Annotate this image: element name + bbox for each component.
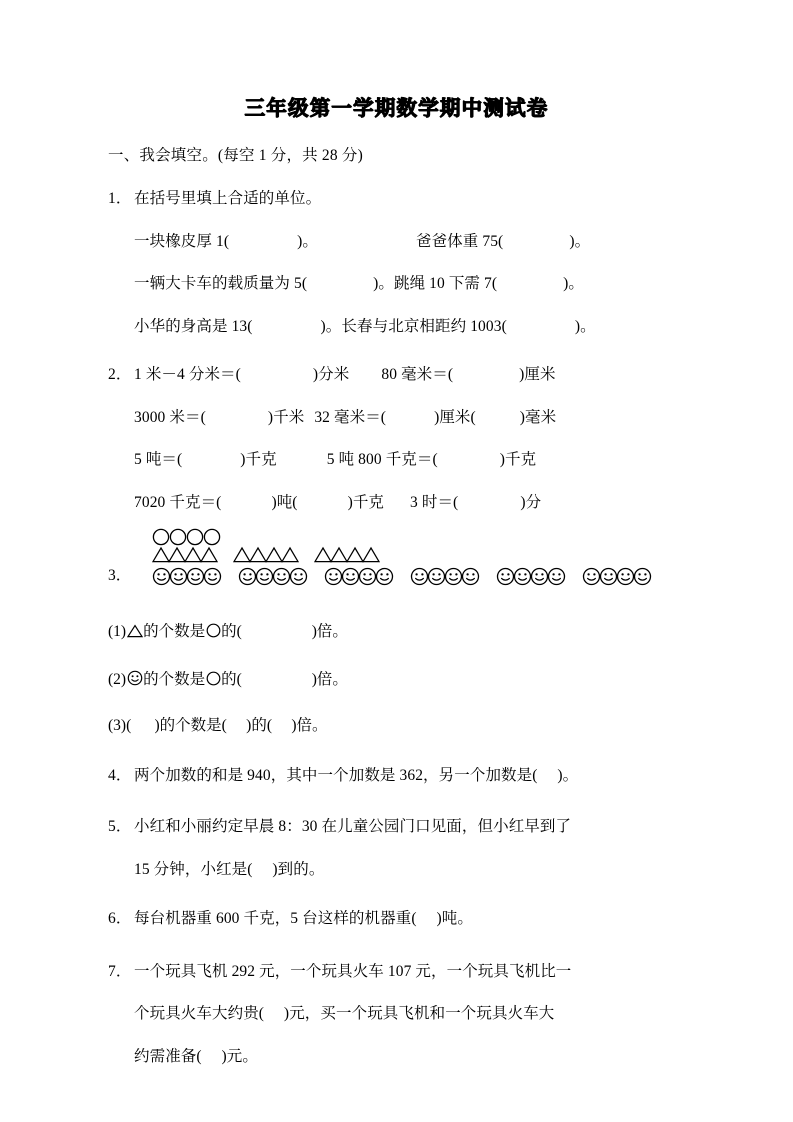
q2-r1b-text: 80 毫米＝(: [381, 366, 454, 383]
question-1-row-1: [108, 234, 793, 250]
q2-r2b-text: 32 毫米＝(: [314, 408, 387, 426]
question-4: [0, 734, 793, 784]
question-7-text-line-2[interactable]: 个玩具火车大约贵( )元，买一个玩具飞机和一个玩具火车大: [134, 1005, 555, 1022]
triangle-shape-icon: [281, 546, 299, 563]
smiley-face-icon: [633, 567, 652, 586]
smiley-face-icon: [461, 567, 480, 586]
question-4-text[interactable]: 两个加数的和是 940，其中一个加数是 362，另一个加数是( )。: [134, 766, 579, 784]
q2-r4a-mid: )吨(: [271, 493, 298, 511]
question-2-row-4: [108, 495, 793, 511]
question-1-line-3: [0, 292, 793, 335]
q3-sub1-after: 的(: [221, 623, 242, 640]
q2-r2a-text: 3000 米＝(: [134, 408, 206, 426]
smiley-face-icon: [127, 670, 143, 686]
q2-r1a-text: 1 米－4 分米＝(: [134, 366, 241, 383]
q1-father-text: 爸爸体重 75(: [415, 232, 504, 250]
question-2-row-2: [108, 410, 793, 426]
q1-truck-tail: )。: [373, 275, 394, 292]
smiley-group: [238, 567, 308, 586]
question-1-line-1: [0, 207, 793, 250]
q2-r2b-tail: )毫米: [519, 408, 557, 426]
triangle-shape-icon: [127, 624, 143, 638]
smiley-face-icon: [203, 567, 222, 586]
q1-distance-text: 长春与北京相距约 1003(: [341, 317, 507, 335]
question-4-number: 4．: [108, 766, 132, 784]
triangle-group: [233, 546, 299, 563]
question-3-number: 3．: [108, 567, 132, 584]
smiley-group: [152, 567, 222, 586]
smiley-group: [324, 567, 394, 586]
q2-r4a-tail: )千克: [347, 493, 385, 511]
question-2-line-2: [0, 383, 793, 426]
smiley-group: [410, 567, 480, 586]
question-7-line-1: [0, 927, 793, 980]
question-7-text-line-3[interactable]: 约需准备( )元。: [134, 1047, 258, 1065]
question-1: [0, 163, 793, 207]
q1-eraser-text: 一块橡皮厚 1(: [134, 232, 230, 250]
question-7-number: 7．: [108, 962, 132, 980]
question-2-line-1: [0, 334, 793, 383]
q1-rope-tail: )。: [563, 275, 584, 292]
q3-sub1-tail: )倍。: [311, 623, 348, 640]
question-5-row-2: [108, 862, 793, 878]
q2-r2a-tail: )千米: [267, 408, 305, 426]
q2-r3a-tail: )千克: [240, 451, 277, 468]
question-3-sub-1: [0, 596, 793, 640]
smiley-group: [496, 567, 566, 586]
question-6-number: 6．: [108, 910, 132, 927]
q2-r2b-mid: )厘米(: [434, 408, 476, 426]
q1-truck-text: 一辆大卡车的载质量为 5(: [134, 275, 308, 292]
page-title: 三年级第一学期数学期中测试卷: [244, 96, 549, 120]
q3-sub2-label: (2): [108, 670, 127, 688]
triangle-group: [314, 546, 380, 563]
question-1-row-3: [108, 319, 793, 335]
question-5-number: 5．: [108, 818, 132, 835]
q3-sub1-label: (1): [108, 623, 127, 640]
circle-shape-icon: [152, 528, 170, 546]
q2-r3b-tail: )千克: [499, 451, 537, 468]
circle-shape-icon: [186, 528, 204, 546]
question-6-row: [108, 911, 793, 927]
circle-shape-icon: [203, 528, 221, 546]
question-1-prompt-line: [108, 191, 793, 207]
question-7-text-line-1: 一个玩具飞机 292 元，一个玩具火车 107 元，一个玩具飞机比一: [134, 962, 572, 980]
question-7-line-2: [0, 979, 793, 1022]
question-3-sub-2: [0, 640, 793, 688]
q1-eraser-tail: )。: [297, 232, 318, 250]
question-1-number: 1．: [108, 190, 132, 207]
question-7-line-3: [0, 1022, 793, 1065]
question-5-text-line-1: 小红和小丽约定早晨 8：30 在儿童公园门口见面，但小红早到了: [134, 818, 572, 835]
q3-sub2-after: 的(: [221, 670, 242, 688]
q2-r3b-text: 5 吨 800 千克＝(: [326, 451, 438, 468]
question-4-row: [108, 768, 793, 784]
smiley-group: [582, 567, 652, 586]
question-7-row-2: [108, 1006, 793, 1022]
question-2-line-4: [0, 468, 793, 511]
question-3-sub-3[interactable]: (3)( )的个数是( )的( )倍。: [108, 717, 328, 734]
q3-sub2-tail: )倍。: [311, 670, 348, 688]
question-2-row-1: [108, 367, 793, 383]
section-heading-fill-in-blanks: 一、我会填空。(每空 1 分，共 28 分): [108, 146, 363, 164]
q1-height-tail: )。: [320, 317, 342, 335]
question-5-row-1: [108, 819, 793, 835]
circle-group: [152, 528, 221, 546]
question-3-figure: [0, 510, 793, 596]
question-6-text[interactable]: 每台机器重 600 千克，5 台这样的机器重( )吨。: [134, 910, 473, 927]
circle-shape-icon: [206, 671, 221, 686]
question-1-prompt: 在括号里填上合适的单位。: [134, 190, 322, 207]
q2-r4a-text: 7020 千克＝(: [134, 493, 222, 511]
question-5-line-2: [0, 835, 793, 878]
question-1-line-2: [0, 249, 793, 292]
q1-distance-tail: )。: [574, 317, 596, 335]
q3-sub2-mid: 的个数是: [143, 670, 206, 688]
smiley-face-icon: [375, 567, 394, 586]
question-5-text-line-2[interactable]: 15 分钟，小红是( )到的。: [134, 860, 325, 878]
q2-r4b-tail: )分: [520, 493, 542, 511]
question-2-line-3: [0, 425, 793, 468]
figure-triangle-row: [152, 546, 380, 563]
question-5-line-1: [0, 783, 793, 835]
triangle-shape-icon: [362, 546, 380, 563]
q2-r3a-text: 5 吨＝(: [134, 451, 183, 468]
smiley-face-icon: [289, 567, 308, 586]
question-2-number: 2．: [108, 366, 132, 383]
q2-r1b-tail: )厘米: [519, 366, 556, 383]
q1-rope-text: 跳绳 10 下需 7(: [393, 275, 498, 292]
question-2-row-3: [108, 452, 793, 468]
figure-smiley-row: [152, 567, 652, 586]
q2-r1a-tail: )分米: [312, 366, 350, 383]
question-6: [0, 877, 793, 927]
figure-circle-row: [152, 528, 221, 546]
smiley-face-icon: [547, 567, 566, 586]
triangle-group: [152, 546, 218, 563]
question-7-row-3: [108, 1049, 793, 1065]
question-1-row-2: [108, 276, 793, 292]
circle-shape-icon: [206, 623, 221, 638]
question-7-row-1: [108, 964, 793, 980]
triangle-shape-icon: [200, 546, 218, 563]
q3-sub1-mid: 的个数是: [143, 623, 206, 640]
circle-shape-icon: [169, 528, 187, 546]
q1-father-tail: )。: [569, 232, 591, 250]
q2-r4b-text: 3 时＝(: [410, 493, 459, 511]
q1-height-text: 小华的身高是 13(: [134, 317, 253, 335]
